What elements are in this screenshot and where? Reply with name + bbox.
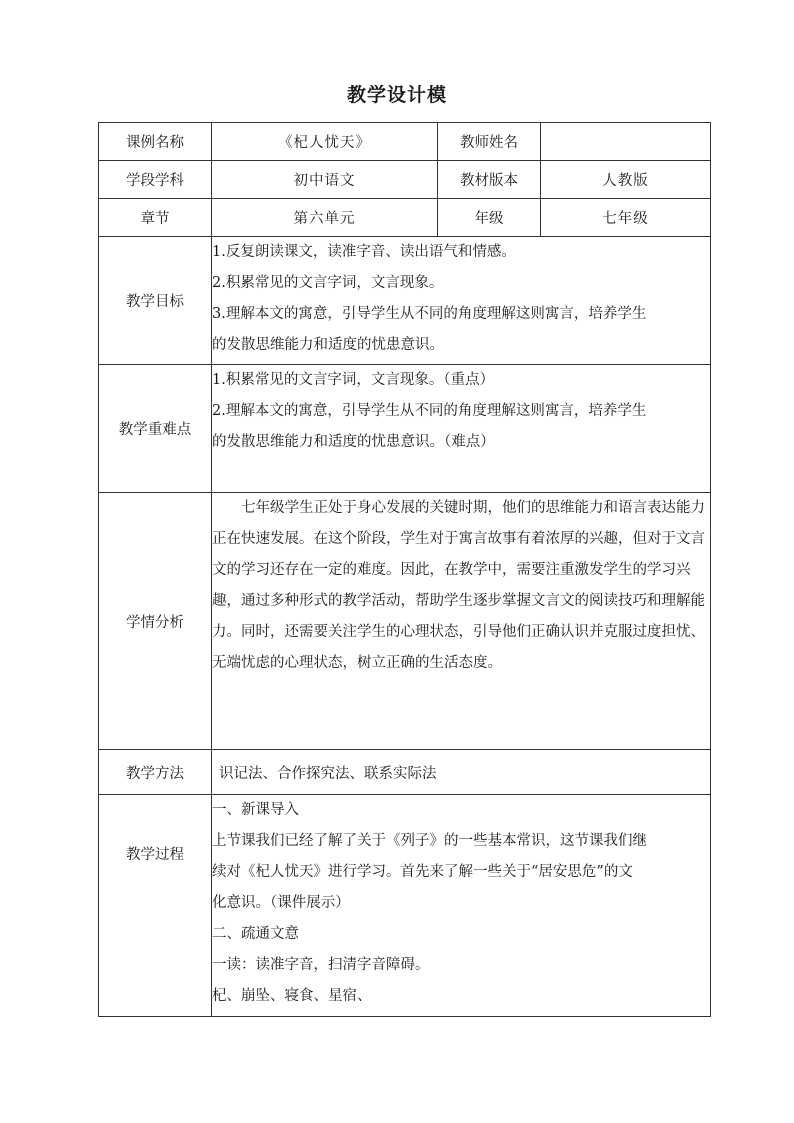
analysis-content	[212, 493, 711, 750]
chapter-value: 第六单元	[212, 199, 438, 237]
row-objectives	[99, 237, 711, 365]
teacher-name-label: 教师姓名	[438, 123, 541, 161]
process-line: 化意识。（课件展示）	[212, 895, 350, 911]
process-line: 杞、崩坠、寝食、星宿、	[212, 988, 372, 1004]
objective-line: 2.积累常见的文言字词，文言现象。	[212, 275, 444, 291]
process-line: 二、疏通文意	[212, 926, 299, 942]
row-process	[99, 795, 711, 1017]
key-points-label: 教学重难点	[99, 365, 212, 493]
objective-line: 的发散思维能力和适度的忧患意识。	[212, 337, 444, 353]
textbook-version-label: 教材版本	[438, 161, 541, 199]
row-analysis	[99, 493, 711, 750]
key-point-line: 的发散思维能力和适度的忧患意识。（难点）	[212, 434, 495, 450]
grade-label: 年级	[438, 199, 541, 237]
process-line: 一读：读准字音，扫清字音障碍。	[212, 957, 430, 973]
chapter-label: 章节	[99, 199, 212, 237]
row-key-points	[99, 365, 711, 493]
analysis-paragraph: 七年级学生正处于身心发展的关键时期，他们的思维能力和语言表达能力正在快速发展。在这个阶段，学生对于寓言故事有着浓厚的兴趣，但对于文言文的学习还存在一定的难度。因此，在教学中，需要注重激发学生的学习兴趣，通过多种形式的教学活动，帮助学生逐步掌握文言文的阅读技巧和理解能力。同时，还需要关注学生的心理状态，引导他们正确认识并克服过度担忧、无端忧虑的心理状态，树立正确的生活态度。	[212, 500, 705, 671]
analysis-label: 学情分析	[99, 493, 212, 750]
key-point-line: 1.积累常见的文言字词，文言现象。（重点）	[212, 372, 495, 388]
objective-line: 1.反复朗读课文，读准字音、读出语气和情感。	[212, 244, 516, 260]
row-lesson-name	[99, 123, 711, 161]
lesson-name-value: 《杞人忧天》	[212, 123, 438, 161]
stage-subject-value: 初中语文	[212, 161, 438, 199]
textbook-version-value: 人教版	[541, 161, 711, 199]
key-points-content	[212, 365, 711, 493]
methods-label: 教学方法	[99, 750, 212, 795]
lesson-name-label: 课例名称	[99, 123, 212, 161]
process-line: 上节课我们已经了解了关于《列子》的一些基本常识，这节课我们继	[212, 833, 647, 849]
page-title: 教学设计模	[346, 84, 447, 106]
objective-line: 3.理解本文的寓意，引导学生从不同的角度理解这则寓言，培养学生	[212, 306, 647, 322]
row-stage-subject	[99, 161, 711, 199]
objectives-content	[212, 237, 711, 365]
row-chapter	[99, 199, 711, 237]
grade-value: 七年级	[541, 199, 711, 237]
key-point-line: 2.理解本文的寓意，引导学生从不同的角度理解这则寓言，培养学生	[212, 403, 647, 419]
teacher-name-value	[541, 123, 711, 161]
process-line: 一、新课导入	[212, 802, 299, 818]
process-content	[212, 795, 711, 1017]
methods-value: 识记法、合作探究法、联系实际法	[212, 750, 711, 795]
lesson-plan-table	[98, 122, 711, 1017]
process-line: 续对《杞人忧天》进行学习。首先来了解一些关于“居安思危”的文	[212, 864, 633, 880]
stage-subject-label: 学段学科	[99, 161, 212, 199]
row-methods	[99, 750, 711, 795]
objectives-label: 教学目标	[99, 237, 212, 365]
process-label: 教学过程	[99, 795, 212, 1017]
